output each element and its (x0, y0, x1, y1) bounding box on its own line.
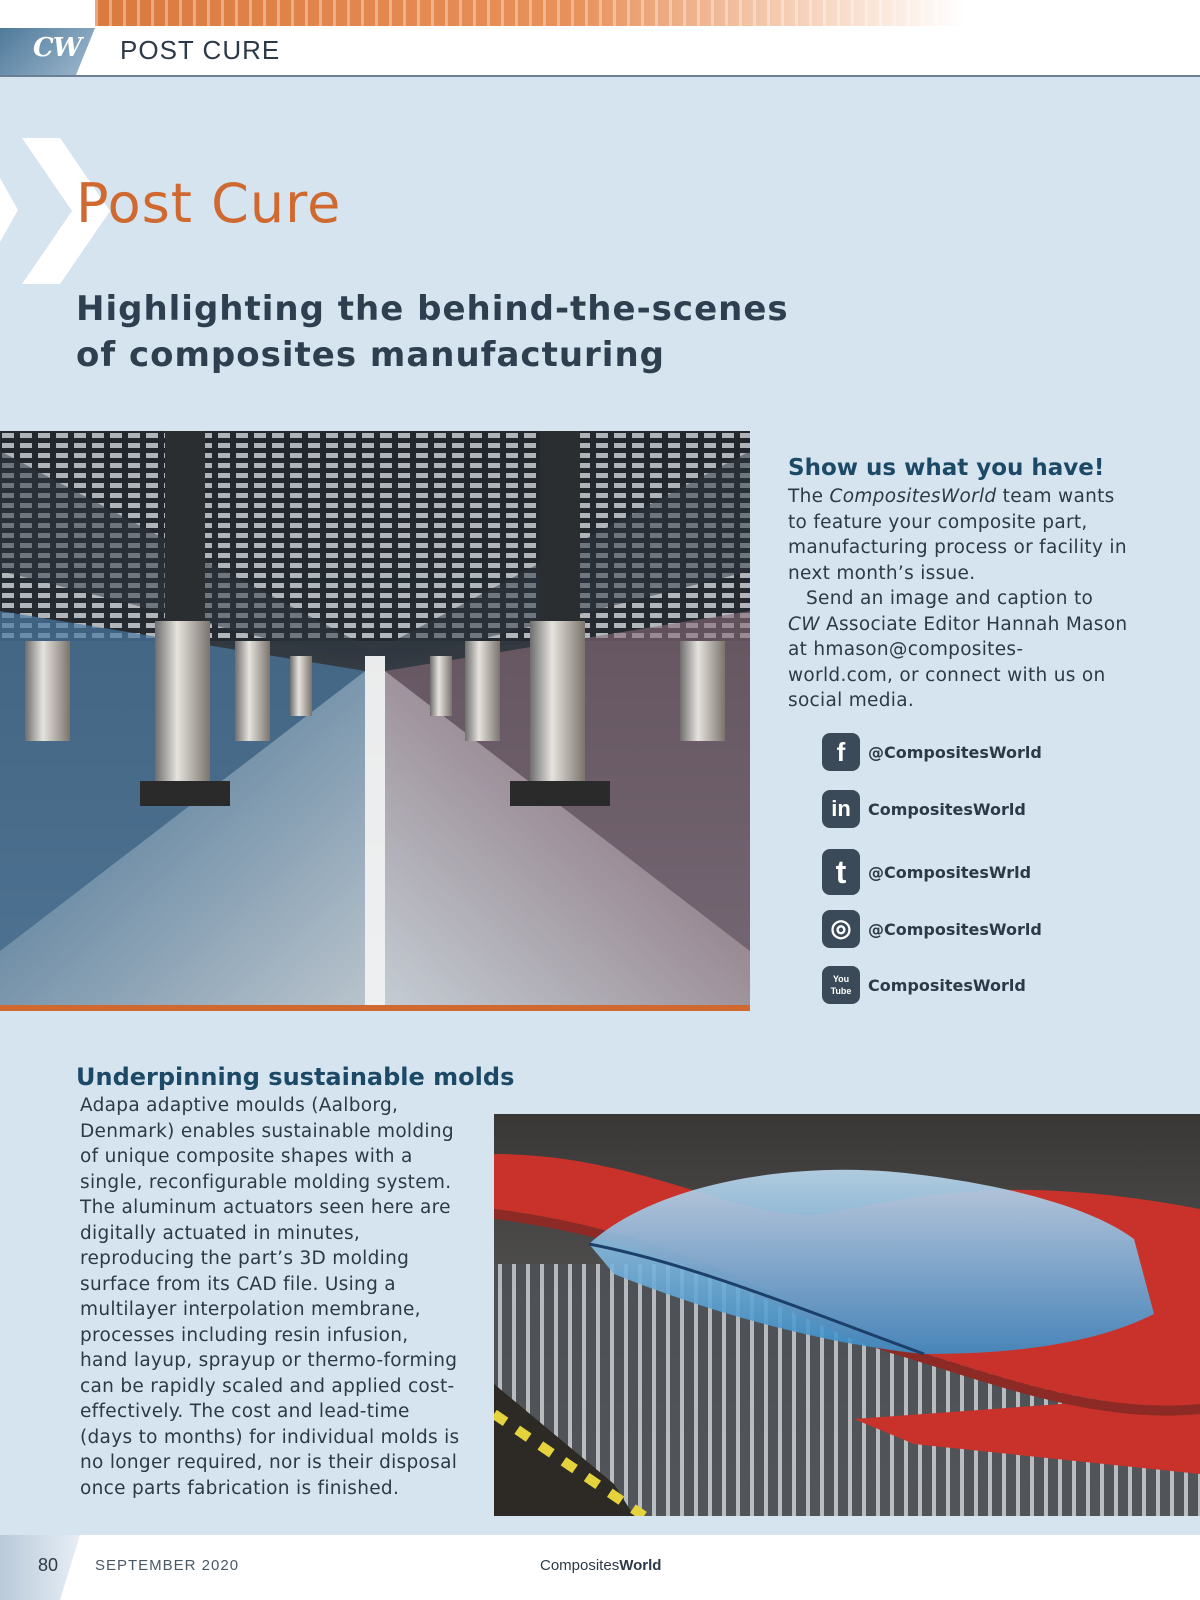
subtitle-line: Highlighting the behind-the-scenes (76, 289, 789, 329)
sidebar-text: team wants to feature your composite part, manufacturing process or facility in next month’s issue. (788, 486, 1127, 584)
article-body: Adapa adaptive moulds (Aalborg, Denmark) enables sustainable molding of unique composite shapes with a single, reconfigurable molding system. The aluminum actuators seen here are digitally actuated in minutes, reproducing the part’s 3D molding surface from its CAD file. Using a multilayer interpolation membrane, processes including resin infusion, hand layup, sprayup or thermo-forming can be rapidly scaled and applied cost-effectively. The cost and lead-time (days to months) for individual molds is no longer required, nor is their disposal once parts fabrication is finished. (80, 1095, 460, 1499)
social-handle: @CompositesWorld (868, 920, 1042, 939)
subtitle-line: of composites manufacturing (76, 335, 665, 375)
issue-date: SEPTEMBER 2020 (95, 1557, 240, 1574)
social-link-instagram[interactable] (822, 910, 1152, 950)
social-handle: CompositesWorld (868, 976, 1026, 995)
adaptive-mold-photo (494, 1114, 1200, 1516)
social-link-linkedin[interactable] (822, 790, 1152, 830)
social-handle: CompositesWorld (868, 800, 1026, 819)
sidebar-text: Associate Editor Hannah Mason at hmason@composites-world.com, or connect with us on social media. (788, 613, 1128, 711)
article-heading: Underpinning sustainable molds (76, 1063, 515, 1091)
social-handle: @CompositesWorld (868, 743, 1042, 762)
brand-bold: World (619, 1557, 662, 1574)
sidebar-text-italic: CW (788, 613, 820, 635)
instagram-icon: ◎ (822, 910, 860, 948)
page-subtitle (76, 286, 836, 378)
actuator-bed-photo (0, 431, 750, 1011)
linkedin-icon: in (822, 790, 860, 828)
page-footer (0, 1535, 1200, 1600)
brand-regular: Composites (540, 1557, 620, 1574)
publication-brand (540, 1557, 661, 1574)
sidebar-text: Send an image and caption to (806, 588, 1094, 609)
twitter-icon: t (822, 849, 860, 895)
section-title: POST CURE (120, 35, 281, 65)
social-link-facebook[interactable] (822, 733, 1152, 773)
sidebar-body (788, 484, 1128, 714)
facebook-icon: f (822, 733, 860, 771)
cw-logo: CW (33, 33, 81, 63)
sidebar-text: The (788, 486, 830, 507)
page-title: Post Cure (76, 172, 342, 235)
sidebar-heading: Show us what you have! (788, 455, 1105, 481)
social-link-youtube[interactable] (822, 966, 1152, 1006)
page-header (0, 0, 1200, 77)
sidebar-text-italic: CompositesWorld (829, 486, 997, 507)
submission-sidebar (788, 452, 1128, 714)
youtube-icon: You Tube (822, 966, 860, 1004)
social-link-twitter[interactable] (822, 849, 1152, 889)
header-decorative-stripe (95, 0, 965, 26)
page-number: 80 (38, 1555, 59, 1575)
social-handle: @CompositesWrld (868, 863, 1032, 882)
